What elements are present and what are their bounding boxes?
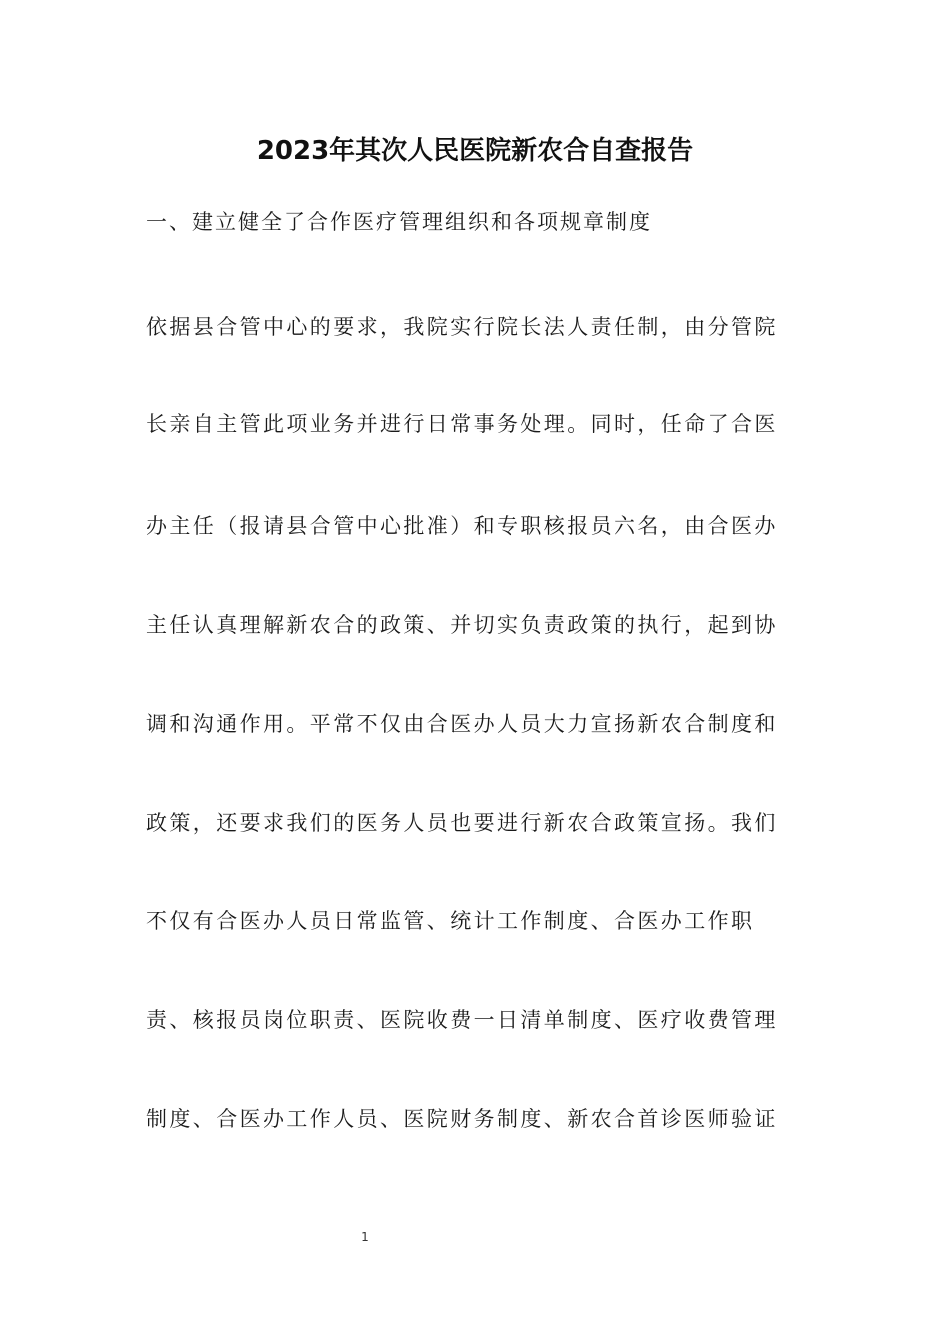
section-heading: 一、建立健全了合作医疗管理组织和各项规章制度: [146, 210, 652, 234]
paragraph-line: 依据县合管中心的要求，我院实行院长法人责任制，由分管院: [146, 315, 778, 339]
paragraph-line: 制度、合医办工作人员、医院财务制度、新农合首诊医师验证: [146, 1107, 778, 1131]
page-number: 1: [361, 1230, 369, 1244]
paragraph-line: 办主任（报请县合管中心批准）和专职核报员六名，由合医办: [146, 514, 778, 538]
document-title: 2023年其次人民医院新农合自查报告: [256, 136, 694, 166]
paragraph-line: 调和沟通作用。平常不仅由合医办人员大力宣扬新农合制度和: [146, 712, 778, 736]
paragraph-line: 长亲自主管此项业务并进行日常事务处理。同时，任命了合医: [146, 412, 778, 436]
paragraph-line: 不仅有合医办人员日常监管、统计工作制度、合医办工作职: [146, 909, 755, 933]
paragraph-line: 主任认真理解新农合的政策、并切实负责政策的执行，起到协: [146, 613, 778, 637]
paragraph-line: 责、核报员岗位职责、医院收费一日清单制度、医疗收费管理: [146, 1008, 778, 1032]
paragraph-line: 政策，还要求我们的医务人员也要进行新农合政策宣扬。我们: [146, 811, 778, 835]
